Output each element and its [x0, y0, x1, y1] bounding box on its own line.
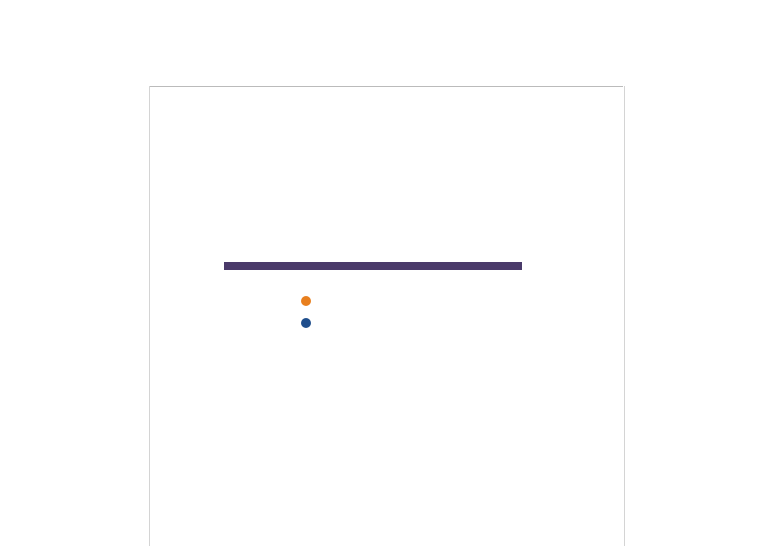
building-icon	[301, 296, 311, 306]
article-column-2	[236, 153, 306, 257]
article-column-4	[382, 153, 452, 257]
right-divider	[624, 86, 625, 546]
top-divider	[150, 86, 623, 87]
article-column-1	[154, 196, 224, 366]
people-icon	[301, 318, 311, 328]
left-divider	[149, 86, 150, 546]
article-column-3	[309, 153, 379, 257]
article-column-6	[529, 215, 619, 351]
graphic-header	[224, 262, 522, 270]
article-column-5	[456, 215, 526, 260]
